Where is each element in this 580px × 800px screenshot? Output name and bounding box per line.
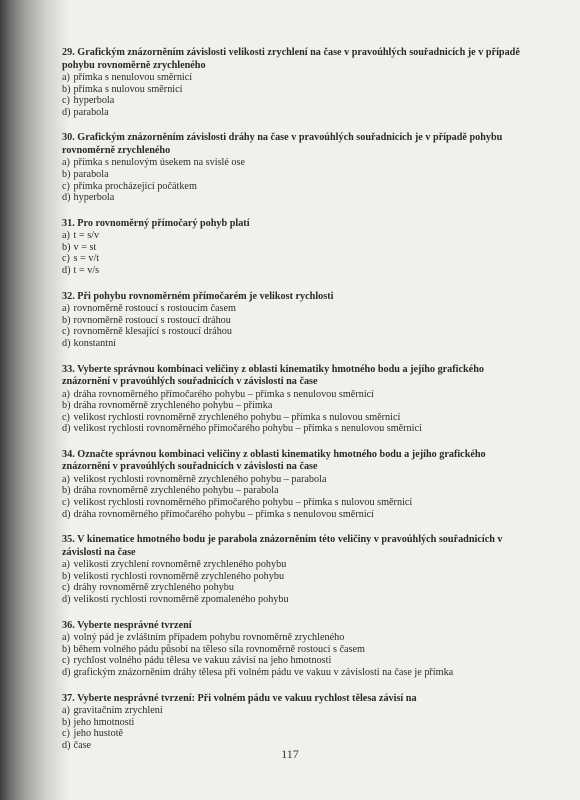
option-letter: d) bbox=[62, 594, 71, 606]
binding-shadow bbox=[0, 0, 70, 800]
option-letter: c) bbox=[62, 655, 70, 667]
question-block bbox=[62, 291, 522, 350]
option-text: dráha rovnoměrného přímočarého pohybu – přímka s nenulovou směrnicí bbox=[73, 388, 374, 400]
option-text: parabola bbox=[73, 168, 109, 180]
option-text: dráha rovnoměrně zrychleného pohybu – parabola bbox=[73, 485, 279, 497]
question-block bbox=[62, 534, 522, 605]
answer-option bbox=[62, 509, 522, 521]
question-block bbox=[62, 449, 522, 520]
option-letter: a) bbox=[62, 388, 70, 400]
question-block bbox=[62, 620, 522, 679]
question-title: 31. Pro rovnoměrný přímočarý pohyb platí bbox=[62, 217, 250, 229]
option-text: rovnoměrně klesající s rostoucí dráhou bbox=[73, 326, 232, 338]
question-title: 36. Vyberte nesprávné tvrzení bbox=[62, 619, 192, 631]
answer-option bbox=[62, 84, 522, 96]
answer-option bbox=[62, 107, 522, 119]
option-letter: c) bbox=[62, 180, 70, 192]
option-letter: c) bbox=[62, 411, 70, 423]
option-letter: d) bbox=[62, 192, 71, 204]
option-text: velikosti zrychlení rovnoměrně zrychleného pohybu bbox=[73, 559, 287, 571]
option-text: rovnoměrně rostoucí s rostoucím časem bbox=[73, 303, 236, 315]
option-letter: a) bbox=[62, 705, 70, 716]
question-title: 29. Grafickým znázorněním závislosti velikosti zrychlení na čase v pravoúhlých souřadnicích je v případě pohybu rovnoměrně zrychleného bbox=[62, 47, 520, 71]
option-text: hyperbola bbox=[73, 95, 115, 107]
option-text: během volného pádu působí na těleso síla rovnoměrně rostoucí s časem bbox=[73, 643, 365, 655]
option-text: přímka s nenulovou směrnicí bbox=[73, 72, 193, 83]
option-letter: a) bbox=[62, 230, 70, 242]
option-letter: b) bbox=[62, 485, 71, 497]
option-letter: c) bbox=[62, 728, 70, 740]
option-text: velikosti rychlosti rovnoměrně zpomaleného pohybu bbox=[73, 594, 289, 606]
option-text: přímka s nulovou směrnicí bbox=[73, 83, 183, 95]
option-text: jeho hmotnosti bbox=[73, 716, 135, 728]
answer-option bbox=[62, 412, 522, 424]
option-letter: c) bbox=[62, 582, 70, 594]
option-text: čase bbox=[73, 739, 92, 751]
option-text: velikosti rychlosti rovnoměrně zrychleného pohybu bbox=[73, 570, 285, 582]
option-letter: a) bbox=[62, 303, 70, 315]
answer-option bbox=[62, 594, 522, 606]
answer-option bbox=[62, 181, 522, 193]
answer-option bbox=[62, 485, 522, 497]
answer-option bbox=[62, 242, 522, 254]
option-text: velikost rychlosti rovnoměrně zrychleného pohybu – přímka s nulovou směrnicí bbox=[73, 411, 401, 423]
answer-option bbox=[62, 157, 522, 169]
option-text: dráhy rovnoměrně zrychleného pohybu bbox=[73, 582, 234, 594]
option-text: přímka procházející počátkem bbox=[73, 180, 197, 192]
question-block bbox=[62, 47, 522, 118]
answer-option bbox=[62, 655, 522, 667]
answer-option bbox=[62, 632, 522, 644]
answer-option bbox=[62, 582, 522, 594]
option-text: dráha rovnoměrně zrychleného pohybu – přímka bbox=[73, 400, 273, 412]
option-letter: c) bbox=[62, 95, 70, 107]
answer-option bbox=[62, 474, 522, 486]
option-letter: b) bbox=[62, 314, 71, 326]
option-text: rovnoměrně rostoucí s rostoucí dráhou bbox=[73, 314, 231, 326]
answer-option bbox=[62, 326, 522, 338]
option-letter: b) bbox=[62, 716, 71, 728]
option-letter: b) bbox=[62, 400, 71, 412]
option-text: hyperbola bbox=[73, 192, 115, 204]
option-text: t = v/s bbox=[73, 265, 100, 277]
answer-option bbox=[62, 169, 522, 181]
option-text: konstantní bbox=[73, 337, 116, 349]
option-letter: d) bbox=[62, 106, 71, 118]
answer-option bbox=[62, 717, 522, 729]
option-letter: b) bbox=[62, 643, 71, 655]
question-block bbox=[62, 218, 522, 277]
option-letter: b) bbox=[62, 168, 71, 180]
option-text: velikost rychlosti rovnoměrně zrychleného pohybu – parabola bbox=[73, 473, 327, 485]
option-letter: c) bbox=[62, 497, 70, 509]
question-block bbox=[62, 132, 522, 203]
answer-option bbox=[62, 400, 522, 412]
answer-option bbox=[62, 644, 522, 656]
answer-option bbox=[62, 667, 522, 679]
answer-option bbox=[62, 72, 522, 84]
answer-option bbox=[62, 315, 522, 327]
option-text: grafickým znázorněním dráhy tělesa při volném pádu ve vakuu v závislosti na čase je přímka bbox=[73, 666, 454, 678]
answer-option bbox=[62, 265, 522, 277]
answer-option bbox=[62, 192, 522, 204]
question-title: 30. Grafickým znázorněním závislosti dráhy na čase v pravoúhlých souřadnicích je v případě pohybu rovnoměrně zrychleného bbox=[62, 132, 503, 156]
option-letter: a) bbox=[62, 559, 70, 571]
option-letter: c) bbox=[62, 326, 70, 338]
question-title: 32. Při pohybu rovnoměrném přímočarém je velikost rychlosti bbox=[62, 290, 334, 302]
option-text: jeho hustotě bbox=[73, 728, 124, 740]
option-letter: d) bbox=[62, 666, 71, 678]
question-title: 37. Vyberte nesprávné tvrzení: Při volném pádu ve vakuu rychlost tělesa závisí na bbox=[62, 692, 417, 704]
option-text: gravitačním zrychlení bbox=[73, 705, 163, 716]
option-letter: d) bbox=[62, 508, 71, 520]
question-title: 33. Vyberte správnou kombinaci veličiny z oblasti kinematiky hmotného bodu a jejího grafického znázornění v pravoúhlých souřadnicích v závislosti na čase bbox=[62, 363, 484, 387]
answer-option bbox=[62, 95, 522, 107]
option-text: t = s/v bbox=[73, 230, 100, 242]
option-text: přímka s nenulovým úsekem na svislé ose bbox=[73, 157, 246, 169]
question-title: 35. V kinematice hmotného bodu je parabola znázorněním této veličiny v pravoúhlých souřadnicích v závislosti na čase bbox=[62, 534, 503, 558]
option-letter: d) bbox=[62, 423, 71, 435]
option-letter: a) bbox=[62, 72, 70, 83]
option-letter: d) bbox=[62, 337, 71, 349]
question-block bbox=[62, 364, 522, 435]
option-text: dráha rovnoměrného přímočarého pohybu – přímka s nenulovou směrnicí bbox=[73, 508, 374, 520]
option-text: velikost rychlosti rovnoměrného přímočarého pohybu – přímka s nenulovou směrnicí bbox=[73, 423, 422, 435]
question-list bbox=[62, 47, 522, 765]
option-text: v = st bbox=[73, 241, 97, 253]
option-text: rychlost volného pádu tělesa ve vakuu závisí na jeho hmotnosti bbox=[73, 655, 332, 667]
option-letter: b) bbox=[62, 241, 71, 253]
option-letter: c) bbox=[62, 253, 70, 265]
answer-option bbox=[62, 338, 522, 350]
answer-option bbox=[62, 230, 522, 242]
answer-option bbox=[62, 705, 522, 717]
option-text: s = v/t bbox=[73, 253, 100, 265]
option-text: volný pád je zvláštním případem pohybu rovnoměrně zrychleného bbox=[73, 632, 345, 644]
option-letter: a) bbox=[62, 473, 70, 485]
answer-option bbox=[62, 389, 522, 401]
option-letter: d) bbox=[62, 265, 71, 277]
question-title: 34. Označte správnou kombinaci veličiny z oblasti kinematiky hmotného bodu a jejího grafického znázornění v pravoúhlých souřadnicích v závislosti na čase bbox=[62, 448, 486, 473]
answer-option bbox=[62, 423, 522, 435]
option-letter: d) bbox=[62, 739, 71, 751]
answer-option bbox=[62, 497, 522, 509]
option-letter: a) bbox=[62, 157, 70, 169]
page-number: 117 bbox=[281, 747, 299, 761]
answer-option bbox=[62, 728, 522, 740]
question-block bbox=[62, 693, 522, 752]
answer-option bbox=[62, 559, 522, 571]
answer-option bbox=[62, 303, 522, 315]
option-text: parabola bbox=[73, 106, 109, 118]
answer-option bbox=[62, 253, 522, 265]
option-text: velikost rychlosti rovnoměrného přímočarého pohybu – přímka s nulovou směrnicí bbox=[73, 497, 413, 509]
option-letter: b) bbox=[62, 570, 71, 582]
option-letter: b) bbox=[62, 83, 71, 95]
answer-option bbox=[62, 571, 522, 583]
option-letter: a) bbox=[62, 632, 70, 644]
